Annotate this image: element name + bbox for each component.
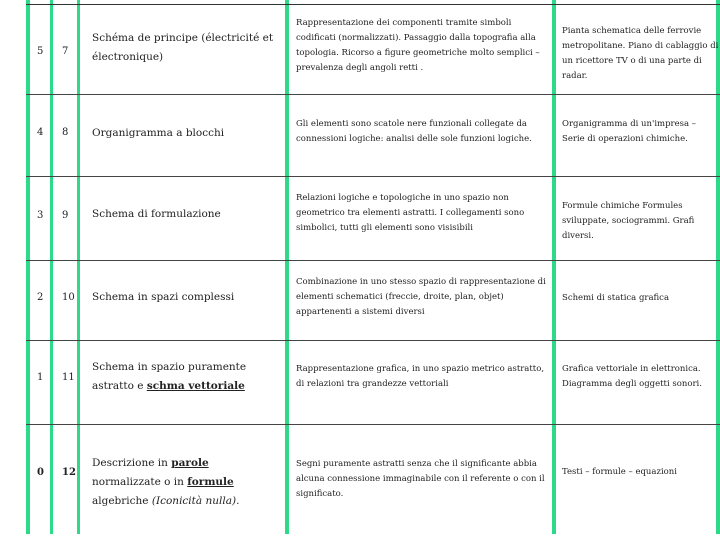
iconicity-level: 4: [37, 127, 44, 138]
concept-emphasis: parole: [171, 457, 209, 469]
column-rule: [77, 0, 80, 534]
description-cell: Relazioni logiche e topologiche in uno spazio non geometrico tra elementi astratti. I collegamenti sono simbolici, tutti gli elementi sono visisibili: [296, 193, 525, 233]
examples-cell: Schemi di statica grafica: [562, 293, 670, 303]
iconicity-level: 1: [37, 372, 44, 383]
row-number: 7: [62, 46, 69, 57]
column-rule: [285, 0, 289, 534]
description-cell: Rappresentazione dei componenti tramite simboli codificati (normalizzati). Passaggio dalla topografia alla topologia. Ricorso a figure geometriche molto semplici – prevalenza degli angoli retti .: [296, 18, 540, 73]
row-separator: [26, 340, 720, 341]
concept-emphasis: schma vettoriale: [146, 380, 245, 392]
concept-text: Schema in spazio puramente astratto e: [92, 361, 247, 392]
row-separator: [26, 176, 720, 177]
row-number: 8: [62, 127, 69, 138]
description-cell: Combinazione in uno stesso spazio di rappresentazione di elementi schematici (freccie, droite, plan, objet) appartenenti a sistemi diversi: [296, 277, 546, 317]
iconicity-level: 3: [37, 210, 44, 221]
concept-italic: (Iconicità nulla).: [151, 495, 240, 507]
row-number: 11: [62, 372, 75, 383]
row-number: 12: [62, 467, 76, 478]
concept-cell: Organigramma a blocchi: [92, 127, 225, 139]
examples-cell: Grafica vettoriale in elettronica. Diagramma degli oggetti sonori.: [562, 364, 702, 389]
examples-cell: Formule chimiche Formules sviluppate, sociogrammi. Grafi diversi.: [562, 201, 695, 241]
concept-text: algebriche: [92, 495, 149, 507]
description-cell: Gli elementi sono scatole nere funzionali collegate da connessioni logiche: analisi delle sole funzioni logiche.: [296, 119, 532, 144]
iconicity-level: 2: [37, 292, 44, 303]
row-number: 9: [62, 210, 69, 221]
row-separator: [26, 424, 720, 425]
concept-text: normalizzate o in: [92, 476, 184, 488]
iconicity-level: 5: [37, 46, 44, 57]
concept-cell: Schema di formulazione: [92, 208, 221, 220]
column-rule: [552, 0, 556, 534]
examples-cell: Pianta schematica delle ferrovie metropolitane. Piano di cablaggio di un ricettore TV o di una parte di radar.: [562, 26, 719, 81]
concept-cell: Schema in spazi complessi: [92, 291, 235, 303]
concept-cell: [92, 358, 277, 396]
row-number: 10: [62, 292, 75, 303]
concept-cell: [92, 454, 277, 511]
iconicity-level: 0: [37, 467, 44, 478]
examples-cell: Organigramma di un'impresa – Serie di operazioni chimiche.: [562, 119, 697, 144]
concept-text: Descrizione in: [92, 457, 168, 469]
row-separator: [26, 260, 720, 261]
concept-cell: Schéma de principe (électricité et électronique): [92, 32, 274, 63]
column-rule: [50, 0, 53, 534]
row-separator: [26, 4, 720, 5]
description-cell: Rappresentazione grafica, in uno spazio metrico astratto, di relazioni tra grandezze vettoriali: [296, 364, 545, 389]
row-separator: [26, 94, 720, 95]
concept-emphasis: formule: [187, 476, 234, 488]
examples-cell: Testi – formule – equazioni: [562, 467, 677, 477]
description-cell: Segni puramente astratti senza che il significante abbia alcuna connessione immaginabile con il referente o con il significato.: [296, 459, 545, 499]
column-rule: [26, 0, 30, 534]
